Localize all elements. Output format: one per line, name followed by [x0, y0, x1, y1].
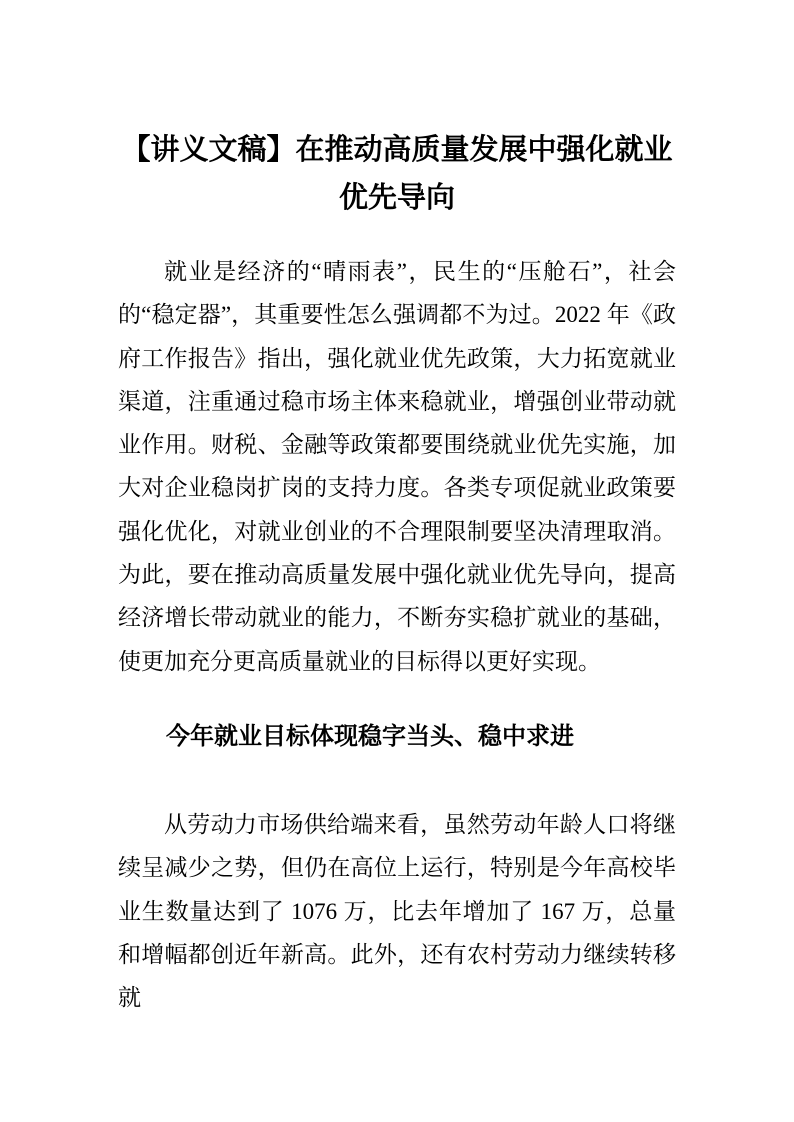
- document-content: [118, 0, 676, 1019]
- section-paragraph: 从劳动力市场供给端来看，虽然劳动年龄人口将继续呈减少之势，但仍在高位上运行，特别是今年高校毕业生数量达到了 1076 万，比去年增加了 167 万，总量和增幅都创近年新高。此外，还有农村劳动力继续转移就: [118, 811, 676, 1011]
- document-title: 【讲义文稿】在推动高质量发展中强化就业优先导向: [121, 134, 673, 214]
- intro-paragraph: 就业是经济的“晴雨表”，民生的“压舱石”，社会的“稳定器”，其重要性怎么强调都不为过。2022 年《政府工作报告》指出，强化就业优先政策，大力拓宽就业渠道，注重通过稳市场主体来稳就业，增强创业带动就业作用。财税、金融等政策都要围绕就业优先实施，加大对企业稳岗扩岗的支持力度。各类专项促就业政策要强化优化，对就业创业的不合理限制要坚决清理取消。为此，要在推动高质量发展中强化就业优先导向，提高经济增长带动就业的能力，不断夯实稳扩就业的基础，使更加充分更高质量就业的目标得以更好实现。: [118, 259, 676, 674]
- section-heading: 今年就业目标体现稳字当头、稳中求进: [166, 722, 574, 750]
